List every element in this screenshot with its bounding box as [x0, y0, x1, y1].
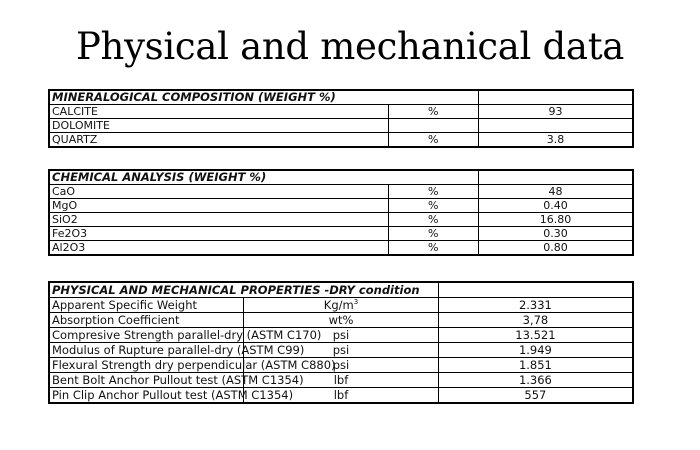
property-name: CALCITE [49, 105, 388, 119]
property-value: 13.521 [438, 328, 633, 343]
table-row [49, 227, 633, 241]
header-blank-cell [479, 170, 634, 185]
property-value: 557 [438, 388, 633, 404]
header-blank-cell [438, 282, 633, 298]
table-row [49, 133, 633, 148]
property-name: QUARTZ [49, 133, 388, 148]
table-header-row [49, 170, 633, 185]
property-unit [244, 298, 439, 313]
property-unit: % [388, 105, 479, 119]
property-name: Apparent Specific Weight [49, 298, 244, 313]
table-row [49, 298, 633, 313]
property-name: CaO [49, 185, 388, 199]
table-row [49, 373, 633, 388]
header-blank-cell [388, 90, 479, 105]
property-unit: lbf [244, 388, 439, 404]
table-row [49, 119, 633, 133]
table-header-row [49, 282, 633, 298]
property-unit: lbf [244, 373, 439, 388]
property-value: 3.8 [479, 133, 634, 148]
table-row [49, 241, 633, 256]
property-unit: % [388, 227, 479, 241]
property-unit: % [388, 241, 479, 256]
property-value: 16.80 [479, 213, 634, 227]
header-blank-cell [479, 90, 634, 105]
property-value: 93 [479, 105, 634, 119]
property-value: 0.40 [479, 199, 634, 213]
table-row [49, 358, 633, 373]
property-value: 48 [479, 185, 634, 199]
property-value: 0.30 [479, 227, 634, 241]
property-name: SiO2 [49, 213, 388, 227]
table-row [49, 328, 633, 343]
table-row [49, 105, 633, 119]
table-row [49, 343, 633, 358]
property-unit: % [388, 185, 479, 199]
header-blank-cell [388, 170, 479, 185]
property-name: MgO [49, 199, 388, 213]
property-unit: psi [244, 328, 439, 343]
property-name: Modulus of Rupture parallel-dry (ASTM C99) [49, 343, 244, 358]
property-value: 1.949 [438, 343, 633, 358]
property-value: 2.331 [438, 298, 633, 313]
property-unit: % [388, 199, 479, 213]
property-name: Compresive Strength parallel-dry (ASTM C170) [49, 328, 244, 343]
property-name: Fe2O3 [49, 227, 388, 241]
property-name: Pin Clip Anchor Pullout test (ASTM C1354) [49, 388, 244, 404]
property-value: 0.80 [479, 241, 634, 256]
property-name: Flexural Strength dry perpendicular (ASTM C880) [49, 358, 244, 373]
mineralogical-composition-table [48, 89, 634, 148]
property-value [479, 119, 634, 133]
property-unit [388, 119, 479, 133]
property-unit: % [388, 133, 479, 148]
property-value: 3,78 [438, 313, 633, 328]
property-name: DOLOMITE [49, 119, 388, 133]
physical-header: PHYSICAL AND MECHANICAL PROPERTIES -DRY condition [49, 282, 438, 298]
property-value: 1.851 [438, 358, 633, 373]
property-name: Absorption Coefficient [49, 313, 244, 328]
property-name: Al2O3 [49, 241, 388, 256]
chemical-header: CHEMICAL ANALYSIS (WEIGHT %) [49, 170, 388, 185]
table-row [49, 185, 633, 199]
property-name: Bent Bolt Anchor Pullout test (ASTM C1354) [49, 373, 244, 388]
chemical-analysis-table [48, 169, 634, 256]
property-unit: psi [244, 358, 439, 373]
property-unit: psi [244, 343, 439, 358]
property-unit: % [388, 213, 479, 227]
physical-mechanical-properties-table [48, 281, 634, 404]
table-row [49, 388, 633, 404]
unit-superscript: 3 [353, 298, 359, 307]
unit-text: Kg/m [323, 298, 354, 312]
table-row [49, 199, 633, 213]
property-unit: wt% [244, 313, 439, 328]
property-value: 1.366 [438, 373, 633, 388]
table-row [49, 213, 633, 227]
page-title: Physical and mechanical data [75, 25, 625, 68]
table-row [49, 313, 633, 328]
mineralogical-header: MINERALOGICAL COMPOSITION (WEIGHT %) [49, 90, 388, 105]
table-header-row [49, 90, 633, 105]
